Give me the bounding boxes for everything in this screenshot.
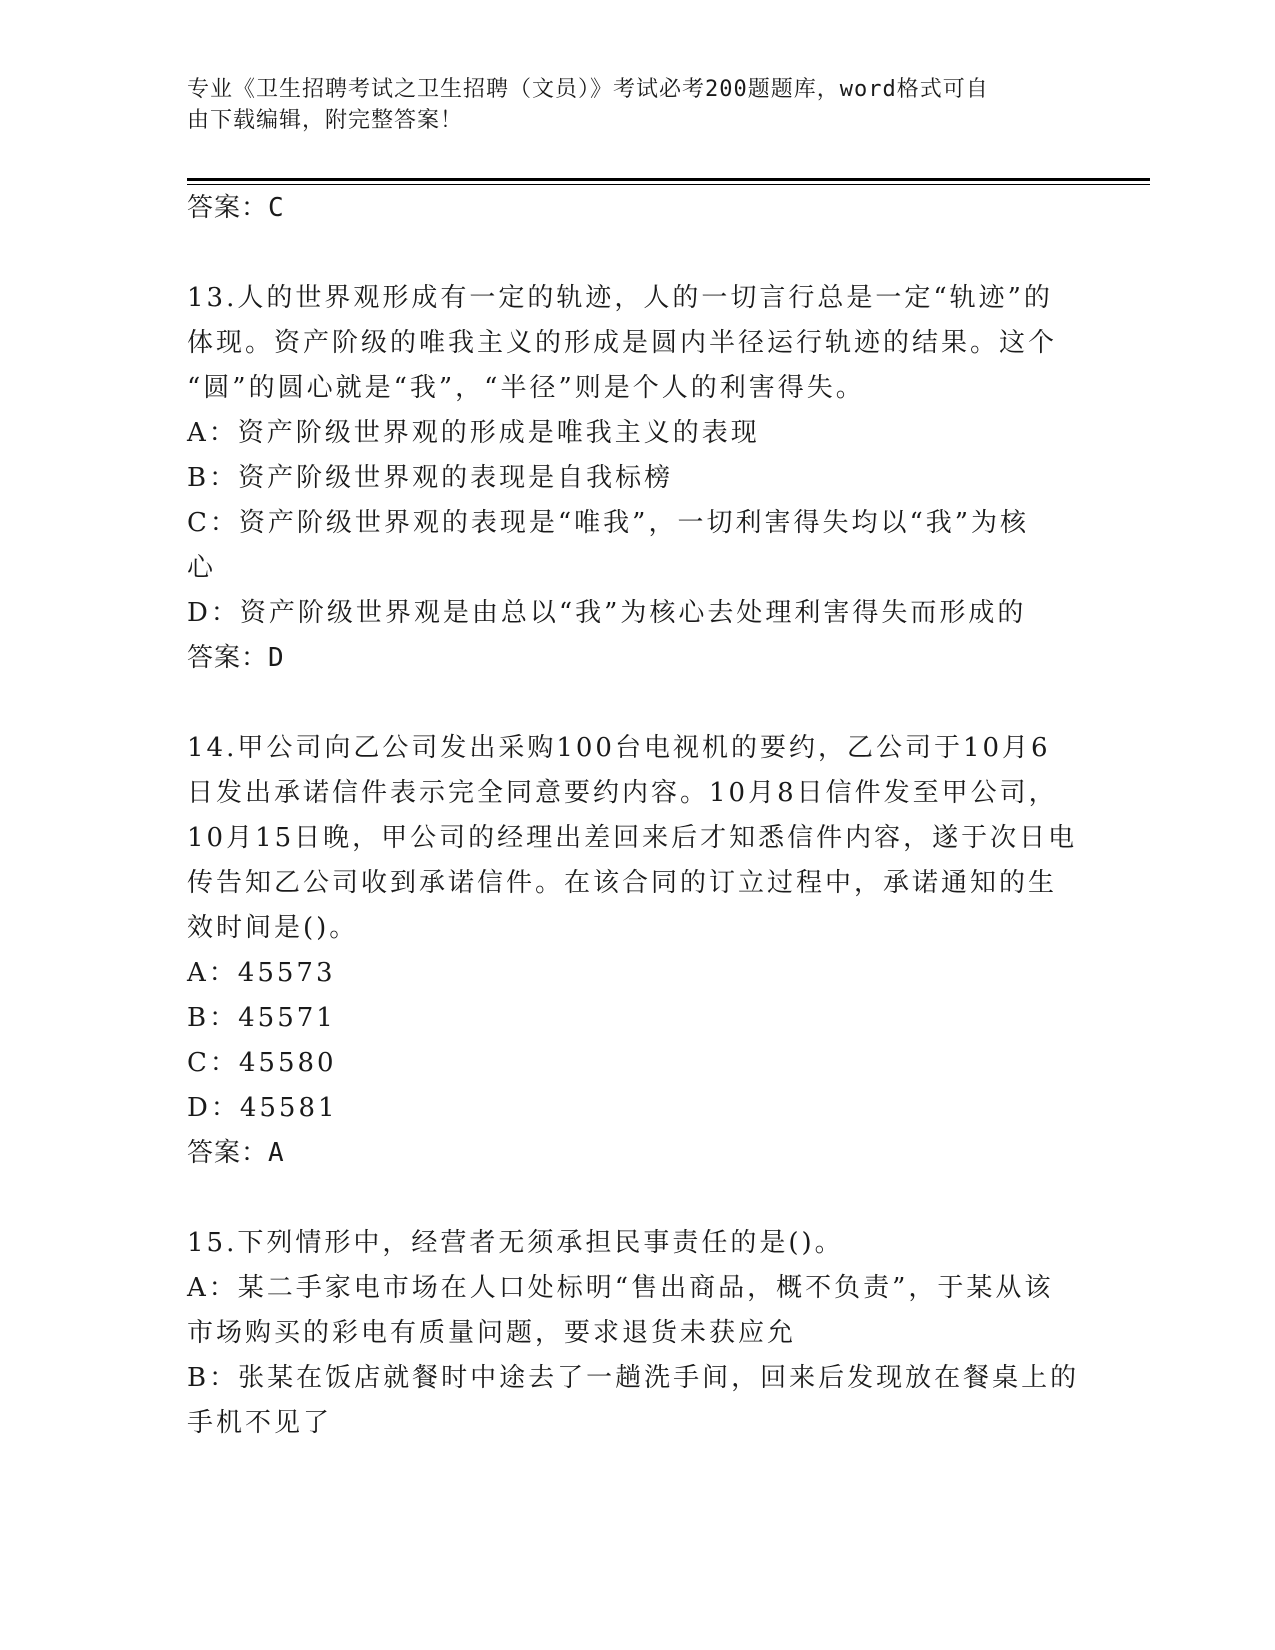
answer-value: A bbox=[268, 1138, 285, 1168]
answer-label: 答案： bbox=[187, 193, 269, 223]
question-14-option-c: C：45580 bbox=[187, 1048, 337, 1078]
question-14-option-d: D：45581 bbox=[187, 1093, 338, 1123]
question-15-option-a-line-2: 市场购买的彩电有质量问题，要求退货未获应允 bbox=[187, 1318, 797, 1348]
answer-label: 答案： bbox=[187, 643, 269, 673]
question-14-line-3: 10月15日晚，甲公司的经理出差回来后才知悉信件内容，遂于次日电 bbox=[187, 823, 1078, 853]
question-14-option-a: A：45573 bbox=[187, 958, 336, 988]
question-13-line-2: 体现。资产阶级的唯我主义的形成是圆内半径运行轨迹的结果。这个 bbox=[187, 328, 1058, 358]
question-13-line-3: “圆”的圆心就是“我”，“半径”则是个人的利害得失。 bbox=[187, 373, 865, 403]
question-15 bbox=[187, 1221, 1087, 1446]
answer-q12 bbox=[187, 186, 1087, 231]
document-body bbox=[187, 186, 1087, 1446]
answer-q14 bbox=[187, 1131, 1087, 1176]
question-13-option-b: B：资产阶级世界观的表现是自我标榜 bbox=[187, 463, 674, 493]
question-13-option-c-line-1: C：资产阶级世界观的表现是“唯我”，一切利害得失均以“我”为核 bbox=[187, 508, 1030, 538]
answer-q13 bbox=[187, 636, 1087, 681]
question-14-line-1: 14.甲公司向乙公司发出采购100台电视机的要约，乙公司于10月6 bbox=[187, 733, 1051, 763]
header-divider-thin bbox=[187, 184, 1150, 185]
spacer bbox=[187, 1176, 1087, 1221]
question-13-option-a: A：资产阶级世界观的形成是唯我主义的表现 bbox=[187, 418, 760, 448]
question-14-line-2: 日发出承诺信件表示完全同意要约内容。10月8日信件发至甲公司， bbox=[187, 778, 1058, 808]
question-14-line-5: 效时间是()。 bbox=[187, 913, 359, 943]
question-13-option-c-line-2: 心 bbox=[187, 553, 217, 583]
question-15-option-a-line-1: A：某二手家电市场在人口处标明“售出商品，概不负责”，于某从该 bbox=[187, 1273, 1054, 1303]
page-header bbox=[187, 74, 1067, 136]
question-15-option-b-line-2: 手机不见了 bbox=[187, 1408, 333, 1438]
question-13-line-1: 13.人的世界观形成有一定的轨迹，人的一切言行总是一定“轨迹”的 bbox=[187, 283, 1053, 313]
question-14-option-b: B：45571 bbox=[187, 1003, 336, 1033]
question-15-option-b-line-1: B：张某在饭店就餐时中途去了一趟洗手间，回来后发现放在餐桌上的 bbox=[187, 1363, 1080, 1393]
answer-value: C bbox=[268, 193, 285, 223]
header-divider-thick bbox=[187, 178, 1150, 181]
answer-value: D bbox=[268, 643, 285, 673]
question-14 bbox=[187, 726, 1087, 1176]
header-line-1: 专业《卫生招聘考试之卫生招聘（文员）》考试必考200题题库，word格式可自 bbox=[187, 77, 989, 102]
answer-label: 答案： bbox=[187, 1138, 269, 1168]
question-14-line-4: 传告知乙公司收到承诺信件。在该合同的订立过程中，承诺通知的生 bbox=[187, 868, 1058, 898]
question-13 bbox=[187, 276, 1087, 681]
spacer bbox=[187, 231, 1087, 276]
question-13-option-d: D：资产阶级世界观是由总以“我”为核心去处理利害得失而形成的 bbox=[187, 598, 1027, 628]
header-line-2: 由下载编辑，附完整答案！ bbox=[187, 108, 464, 133]
spacer bbox=[187, 681, 1087, 726]
question-15-line-1: 15.下列情形中，经营者无须承担民事责任的是()。 bbox=[187, 1228, 844, 1258]
